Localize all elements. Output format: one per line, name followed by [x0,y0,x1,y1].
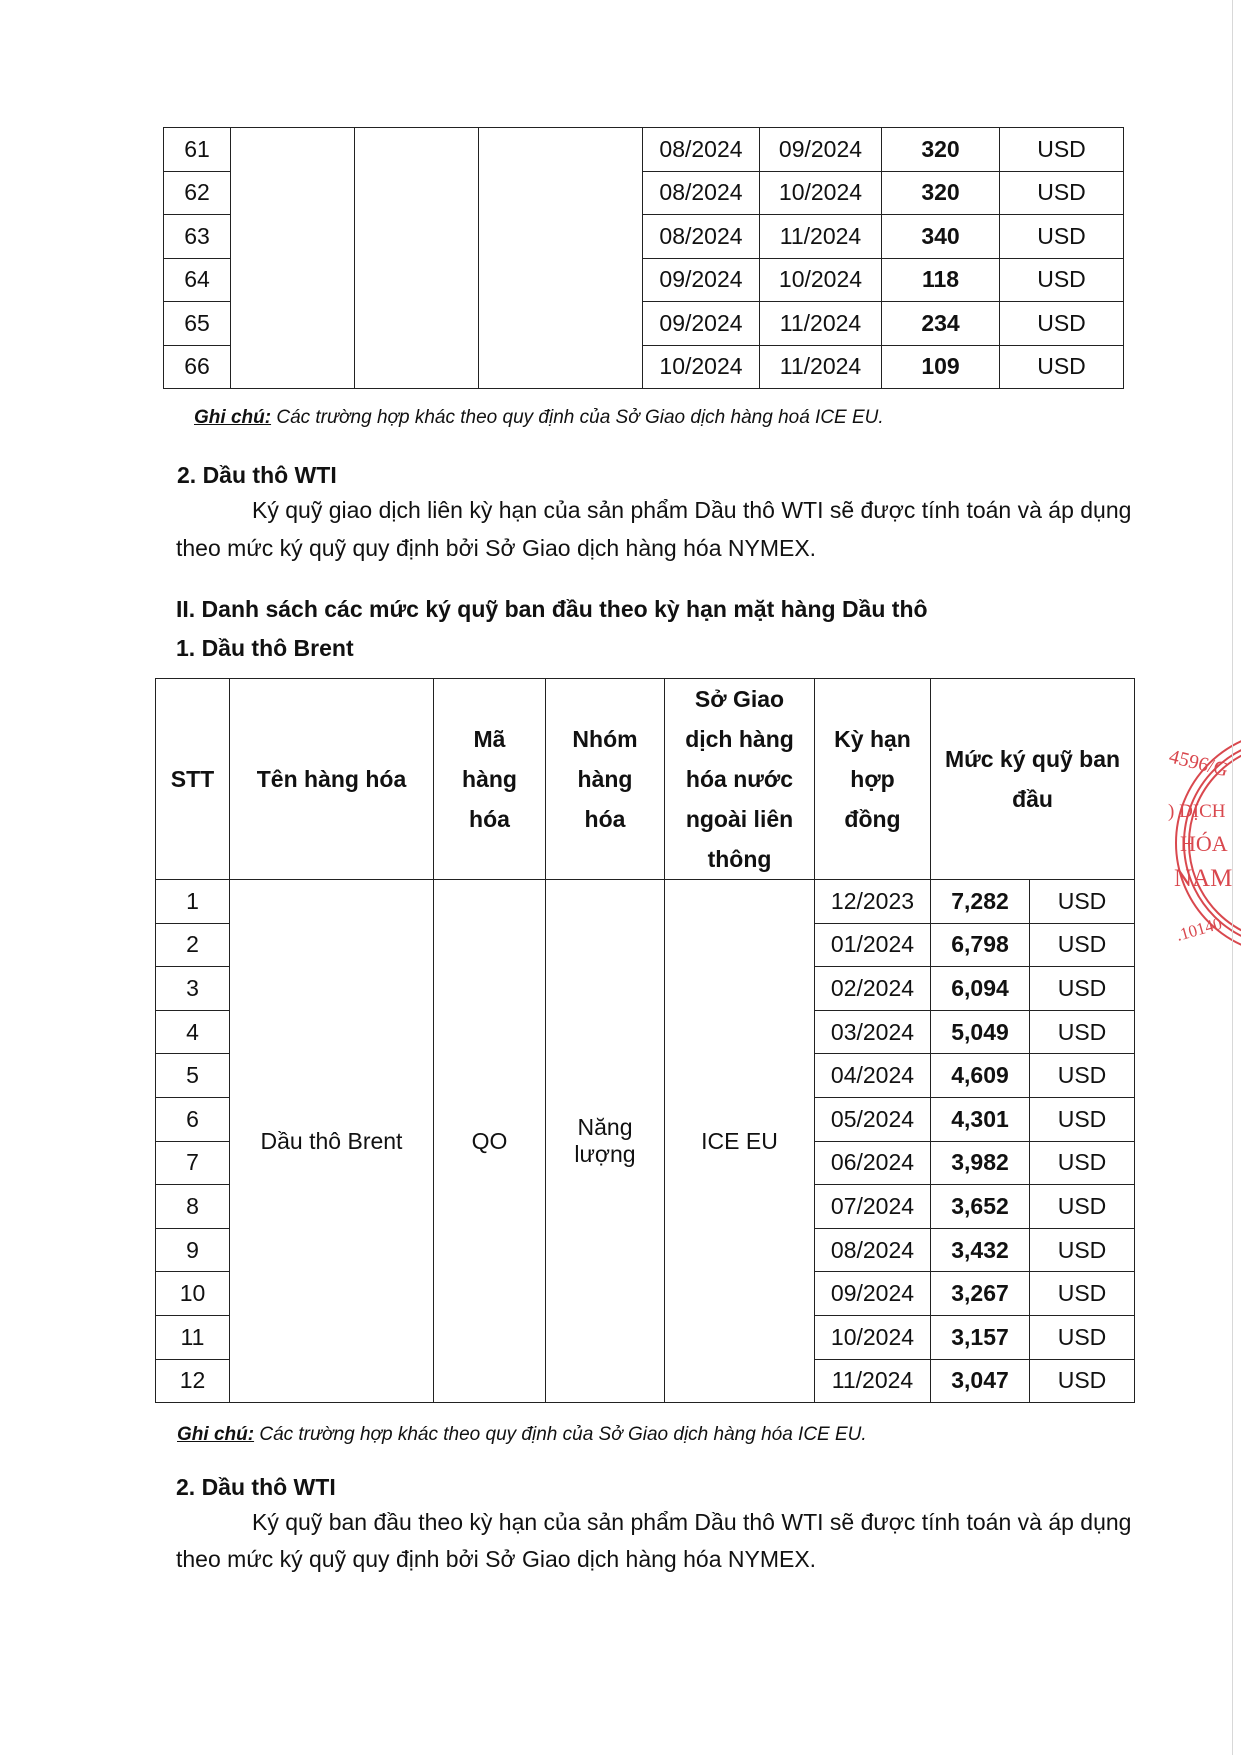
table-row [164,128,1124,172]
cell-margin: 4,609 [931,1054,1030,1098]
cell-stt: 6 [156,1097,230,1141]
header-exchange [665,679,815,880]
cell-term-to: 10/2024 [760,258,882,302]
cell-currency: USD [1030,1054,1135,1098]
cell-commodity-code: QO [434,880,546,1403]
cell-stt: 11 [156,1315,230,1359]
cell-margin: 6,094 [931,967,1030,1011]
cell-stt: 9 [156,1228,230,1272]
cell-currency: USD [1030,1185,1135,1229]
cell-term: 09/2024 [815,1272,931,1316]
cell-margin: 3,982 [931,1141,1030,1185]
cell-term: 04/2024 [815,1054,931,1098]
cell-currency: USD [1000,215,1124,259]
cell-term-from: 08/2024 [643,215,760,259]
header-line: Sở Giao [694,686,785,712]
cell-currency: USD [1030,1141,1135,1185]
cell-stt: 4 [156,1010,230,1054]
table1-note [194,407,884,429]
cell-term: 03/2024 [815,1010,931,1054]
cell-currency: USD [1000,345,1124,389]
company-seal [1158,728,1241,958]
cell-term-to: 11/2024 [760,215,882,259]
cell-currency: USD [1030,880,1135,924]
header-line: hàng [577,766,633,792]
paragraph-line: Ký quỹ ban đầu theo kỳ hạn của sản phẩm Dầu thô WTI sẽ được tính toán và áp dụng [252,1509,1132,1535]
cell-term: 11/2024 [815,1359,931,1403]
cell-commodity-name: Dầu thô Brent [230,880,434,1403]
cell-currency: USD [1030,1359,1135,1403]
seal-text-line: NAM [1174,865,1233,892]
cell-stt: 12 [156,1359,230,1403]
cell-stt: 5 [156,1054,230,1098]
cell-currency: USD [1030,967,1135,1011]
cell-term-from: 09/2024 [643,302,760,346]
header-stt: STT [156,679,230,880]
cell-stt: 3 [156,967,230,1011]
cell-stt: 65 [164,302,231,346]
cell-margin: 3,047 [931,1359,1030,1403]
header-line: Nhóm [572,726,638,752]
cell-currency: USD [1030,1228,1135,1272]
cell-currency: USD [1030,923,1135,967]
cell-margin: 320 [882,128,1000,172]
cell-currency: USD [1030,1097,1135,1141]
paragraph-line: Ký quỹ giao dịch liên kỳ hạn của sản phẩm Dầu thô WTI sẽ được tính toán và áp dụng [252,497,1132,523]
header-line: hóa [584,806,626,832]
header-line: hóa nước [685,766,794,792]
group-line: lượng [574,1141,636,1168]
cell-blank-name [231,128,355,389]
header-line: đồng [844,806,901,832]
cell-margin: 320 [882,171,1000,215]
cell-stt: 61 [164,128,231,172]
cell-blank-code [355,128,479,389]
header-group [546,679,665,880]
cell-currency: USD [1000,258,1124,302]
cell-margin: 3,432 [931,1228,1030,1272]
cell-stt: 10 [156,1272,230,1316]
cell-margin: 6,798 [931,923,1030,967]
cell-term-from: 09/2024 [643,258,760,302]
cell-exchange: ICE EU [665,880,815,1403]
cell-margin: 3,652 [931,1185,1030,1229]
cell-term-from: 08/2024 [643,128,760,172]
header-name: Tên hàng hóa [230,679,434,880]
cell-term: 08/2024 [815,1228,931,1272]
cell-margin: 234 [882,302,1000,346]
section-heading-wti: 2. Dầu thô WTI [176,1474,336,1500]
cell-stt: 66 [164,345,231,389]
note-label: Ghi chú: [177,1424,255,1445]
seal-text-line: HÓA [1180,831,1228,856]
cell-margin: 118 [882,258,1000,302]
cell-currency: USD [1030,1010,1135,1054]
note-text: Các trường hợp khác theo quy định của Sở Giao dịch hàng hóa ICE EU. [254,1424,867,1445]
initial-margin-table [155,678,1135,1403]
cell-term: 07/2024 [815,1185,931,1229]
cell-term-to: 09/2024 [760,128,882,172]
cell-currency: USD [1030,1315,1135,1359]
cell-term: 02/2024 [815,967,931,1011]
cell-margin: 7,282 [931,880,1030,924]
cell-margin: 4,301 [931,1097,1030,1141]
header-line: hóa [469,806,510,832]
cell-term-to: 10/2024 [760,171,882,215]
header-line: Kỳ hạn [834,726,911,752]
note-label: Ghi chú: [194,407,272,428]
table-row [156,880,1135,924]
cell-margin: 109 [882,345,1000,389]
header-line: hợp [850,766,895,792]
cell-currency: USD [1000,171,1124,215]
seal-text-line: .10140 [1173,913,1225,945]
seal-text-line: 4596/G [1166,745,1231,782]
cell-currency: USD [1000,128,1124,172]
seal-text-line: ) DỊCH [1168,801,1226,822]
header-code [434,679,546,880]
cell-stt: 2 [156,923,230,967]
cell-term: 10/2024 [815,1315,931,1359]
header-line: thông [707,846,772,872]
paragraph-line: theo mức ký quỹ quy định bởi Sở Giao dịch hàng hóa NYMEX. [176,535,817,561]
header-row [156,679,1135,880]
cell-margin: 3,267 [931,1272,1030,1316]
cell-stt: 1 [156,880,230,924]
cell-term: 06/2024 [815,1141,931,1185]
header-line: dịch hàng [685,726,794,752]
cell-term-from: 08/2024 [643,171,760,215]
cell-blank-group [479,128,643,389]
note-text: Các trường hợp khác theo quy định của Sở Giao dịch hàng hoá ICE EU. [271,407,884,428]
cell-term: 05/2024 [815,1097,931,1141]
cell-margin: 3,157 [931,1315,1030,1359]
cell-margin: 340 [882,215,1000,259]
cell-stt: 7 [156,1141,230,1185]
section-heading-wti: 2. Dầu thô WTI [177,462,337,488]
cell-stt: 63 [164,215,231,259]
header-line: Mức ký quỹ ban [944,746,1121,772]
cell-stt: 8 [156,1185,230,1229]
scan-edge-line [1232,0,1233,1755]
section-heading-initial-margin: II. Danh sách các mức ký quỹ ban đầu theo kỳ hạn mặt hàng Dầu thô [176,596,928,622]
cell-commodity-group [546,880,665,1403]
cell-stt: 62 [164,171,231,215]
cell-margin: 5,049 [931,1010,1030,1054]
cell-currency: USD [1030,1272,1135,1316]
header-line: đầu [1012,786,1053,812]
cell-term-from: 10/2024 [643,345,760,389]
cell-term: 12/2023 [815,880,931,924]
group-line: Năng [577,1114,633,1141]
cell-term-to: 11/2024 [760,345,882,389]
header-margin [931,679,1135,880]
header-term [815,679,931,880]
header-line: hàng [462,766,517,792]
header-line: Mã [473,726,506,752]
table2-note [177,1424,867,1446]
cell-term: 01/2024 [815,923,931,967]
cell-term-to: 11/2024 [760,302,882,346]
cell-stt: 64 [164,258,231,302]
paragraph-line: theo mức ký quỹ quy định bởi Sở Giao dịch hàng hóa NYMEX. [176,1546,817,1572]
cell-currency: USD [1000,302,1124,346]
header-line: ngoài liên [685,806,794,832]
subsection-heading-brent: 1. Dầu thô Brent [176,635,354,661]
seal-graphic [1158,728,1241,958]
spread-margin-table [163,127,1124,389]
